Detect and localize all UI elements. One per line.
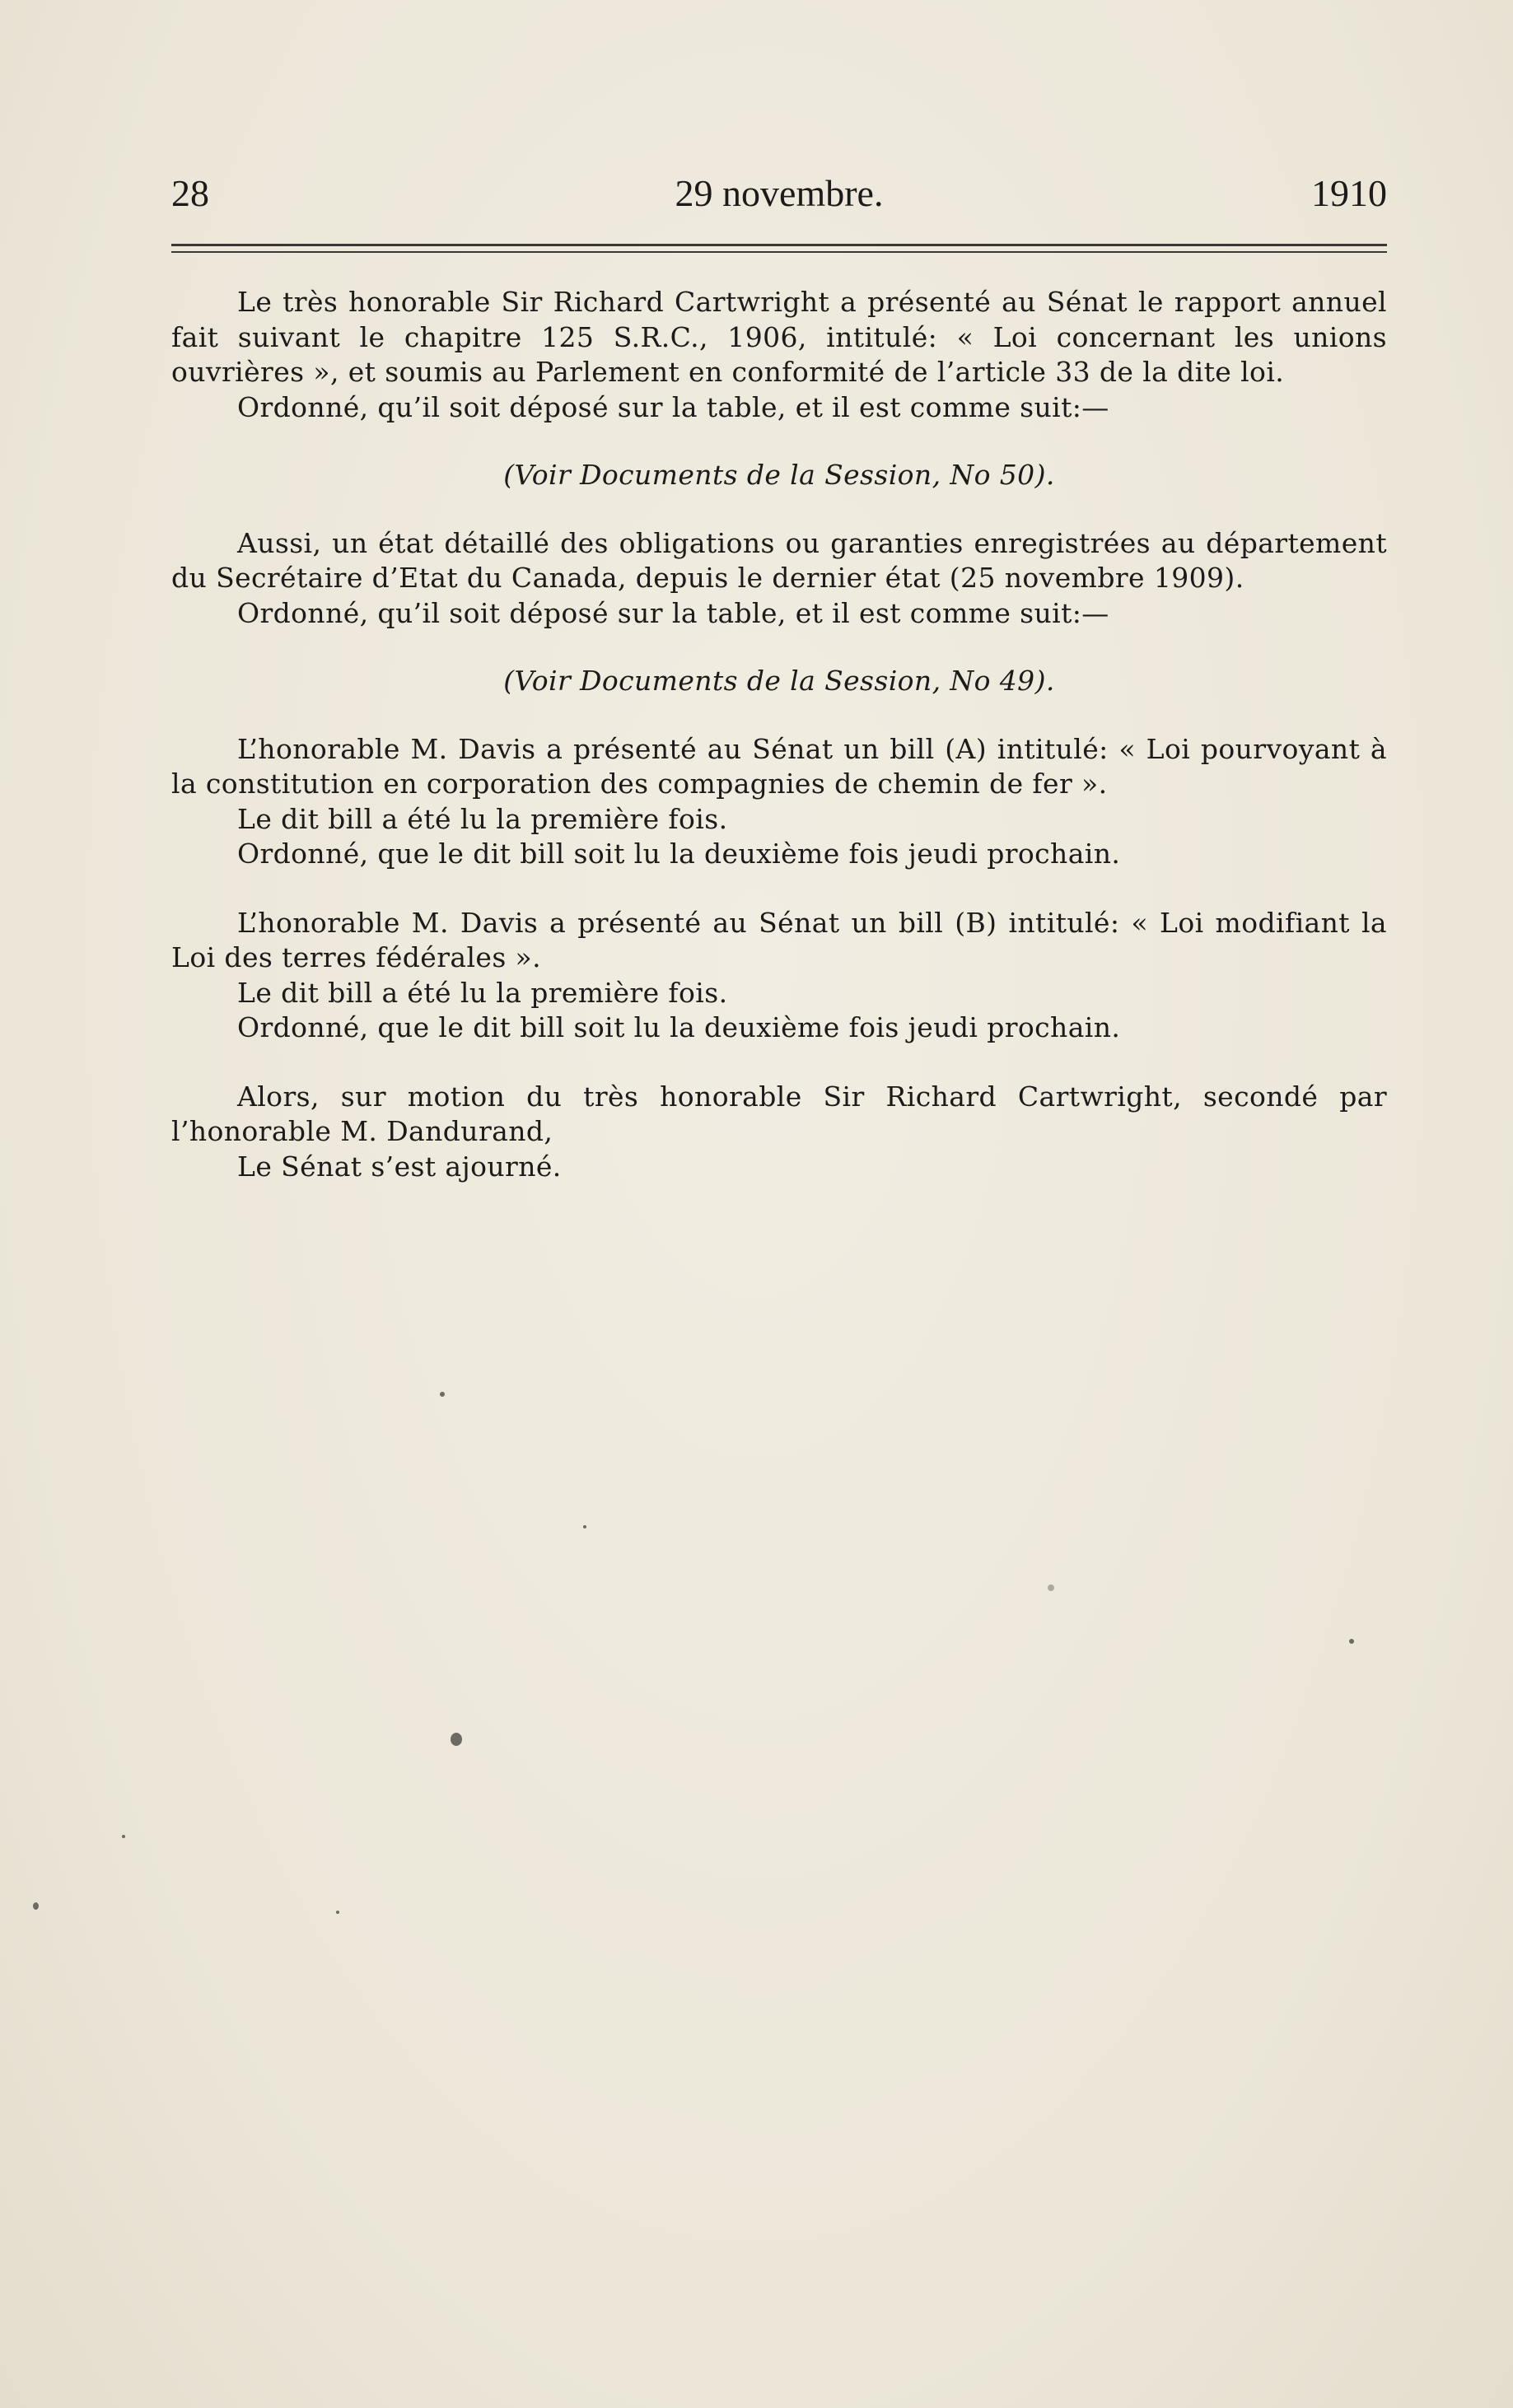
paper-speck [336,1911,339,1914]
paragraph-bill-b-first-reading: Le dit bill a été lu la première fois. [237,976,728,1009]
document-reference-2: (Voir Documents de la Session, No 49). [503,665,1055,697]
paper-speck [451,1733,462,1746]
paragraph-motion: Alors, sur motion du très honorable Sir Richard Cartwright, secondé par l’honorable M. Dandurand, [171,1080,1387,1147]
document-body [171,285,1387,1184]
header-rule-secondary [171,251,1387,253]
paragraph-adjourned: Le Sénat s’est ajourné. [237,1150,562,1183]
paragraph-bill-b: L’honorable M. Davis a présenté au Sénat un bill (B) intitulé: « Loi modifiant la Loi des terres fédérales ». [171,906,1387,973]
document-reference-1: (Voir Documents de la Session, No 50). [503,459,1055,491]
header-rule [171,244,1387,246]
paragraph-report: Le très honorable Sir Richard Cartwright a présenté au Sénat le rapport annuel fait suivant le chapitre 125 S.R.C., 1906, intitulé: « Loi concernant les unions ouvrières », et soumis au Parlement en conformité de l’article 33 de la dite loi. [171,286,1387,388]
paper-speck [583,1525,586,1528]
paragraph-bill-a: L’honorable M. Davis a présenté au Sénat un bill (A) intitulé: « Loi pourvoyant à la constitution en corporation des compagnies de chemin de fer ». [171,732,1387,800]
paragraph-bill-a-second-reading: Ordonné, que le dit bill soit lu la deuxième fois jeudi prochain. [237,838,1121,870]
paragraph-gap [171,872,1387,906]
paragraph-ordered-2: Ordonné, qu’il soit déposé sur la table, et il est comme suit:— [237,596,1109,629]
paper-speck [1349,1639,1354,1644]
page-header [171,165,1387,222]
paragraph-statement: Aussi, un état détaillé des obligations ou garanties enregistrées au département du Secrétaire d’Etat du Canada, depuis le dernier état (25 novembre 1909). [171,526,1387,594]
paragraph-bill-a-first-reading: Le dit bill a été lu la première fois. [237,802,728,835]
page-date: 29 novembre. [675,172,884,214]
paper-speck [33,1902,39,1910]
paper-speck [1048,1584,1054,1591]
page-year: 1910 [1311,172,1387,214]
paper-speck [122,1835,125,1838]
page-number: 28 [171,172,209,214]
paper-speck [440,1392,445,1397]
paragraph-ordered-1: Ordonné, qu’il soit déposé sur la table, et il est comme suit:— [237,390,1109,423]
paragraph-bill-b-second-reading: Ordonné, que le dit bill soit lu la deuxième fois jeudi prochain. [237,1011,1121,1043]
paragraph-gap [171,1046,1387,1080]
